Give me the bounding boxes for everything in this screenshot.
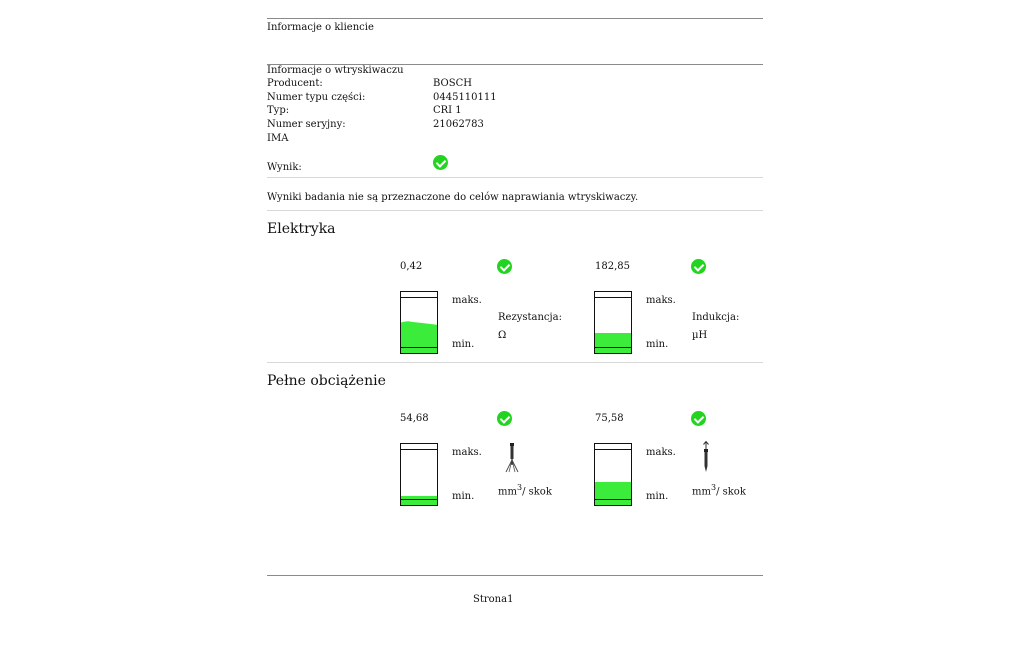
unit-rest: / skok [716, 486, 746, 498]
return-unit [692, 481, 746, 498]
return-ok-check-icon [691, 411, 706, 426]
return-quantity-value: 75,58 [595, 413, 624, 424]
result-ok-check-icon [433, 155, 448, 170]
inductance-unit: µH [692, 330, 708, 341]
spray-nozzle-icon [504, 443, 520, 473]
injection-quantity-value: 54,68 [400, 413, 429, 424]
manufacturer-label: Producent: [267, 78, 323, 89]
divider [267, 210, 763, 211]
manufacturer-value: BOSCH [433, 78, 472, 89]
gauge-max-line [401, 297, 437, 298]
unit-superscript: 3 [516, 483, 523, 492]
gauge-fill [595, 333, 631, 353]
gauge-min-line [401, 347, 437, 348]
gauge-fill [401, 321, 437, 353]
footer-divider [267, 575, 763, 576]
full-load-section-title: Pełne obciążenie [267, 373, 386, 389]
customer-info-title: Informacje o kliencie [267, 22, 374, 33]
injection-max-label: maks. [452, 447, 482, 458]
inductance-ok-check-icon [691, 259, 706, 274]
inductance-min-label: min. [646, 339, 669, 350]
gauge-max-line [595, 297, 631, 298]
ima-label: IMA [267, 133, 289, 144]
resistance-value: 0,42 [400, 261, 423, 272]
gauge-min-line [401, 499, 437, 500]
unit-superscript: 3 [710, 483, 717, 492]
resistance-max-label: maks. [452, 295, 482, 306]
electrics-section-title: Elektryka [267, 221, 336, 237]
gauge-max-line [401, 449, 437, 450]
inductance-value: 182,85 [595, 261, 630, 272]
resistance-min-label: min. [452, 339, 475, 350]
injection-quantity-gauge [400, 443, 438, 506]
injection-unit [498, 481, 552, 498]
injector-info-title: Informacje o wtryskiwaczu [267, 65, 404, 76]
resistance-gauge [400, 291, 438, 354]
gauge-max-line [595, 449, 631, 450]
gauge-min-line [595, 499, 631, 500]
gauge-min-line [595, 347, 631, 348]
part-number-value: 0445110111 [433, 92, 497, 103]
result-label: Wynik: [267, 162, 302, 173]
unit-base: mm [692, 486, 711, 498]
injection-ok-check-icon [497, 411, 512, 426]
inductance-name: Indukcja: [692, 312, 740, 323]
divider [267, 177, 763, 178]
serial-number-label: Numer seryjny: [267, 119, 346, 130]
return-flow-icon [700, 441, 712, 473]
return-quantity-gauge [594, 443, 632, 506]
resistance-name: Rezystancja: [498, 312, 562, 323]
report-page [248, 0, 780, 645]
unit-rest: / skok [522, 486, 552, 498]
injection-min-label: min. [452, 491, 475, 502]
return-max-label: maks. [646, 447, 676, 458]
page-number: Strona1 [473, 594, 514, 605]
part-number-label: Numer typu części: [267, 92, 366, 103]
disclaimer-text: Wyniki badania nie są przeznaczone do celów naprawiania wtryskiwaczy. [267, 192, 639, 203]
type-label: Typ: [267, 105, 290, 116]
inductance-gauge [594, 291, 632, 354]
gauge-fill [595, 482, 631, 505]
return-min-label: min. [646, 491, 669, 502]
resistance-unit: Ω [498, 330, 507, 341]
unit-base: mm [498, 486, 517, 498]
gauge-fill [401, 496, 437, 505]
inductance-max-label: maks. [646, 295, 676, 306]
resistance-ok-check-icon [497, 259, 512, 274]
divider [267, 18, 763, 19]
divider [267, 362, 763, 363]
type-value: CRI 1 [433, 105, 462, 116]
serial-number-value: 21062783 [433, 119, 484, 130]
